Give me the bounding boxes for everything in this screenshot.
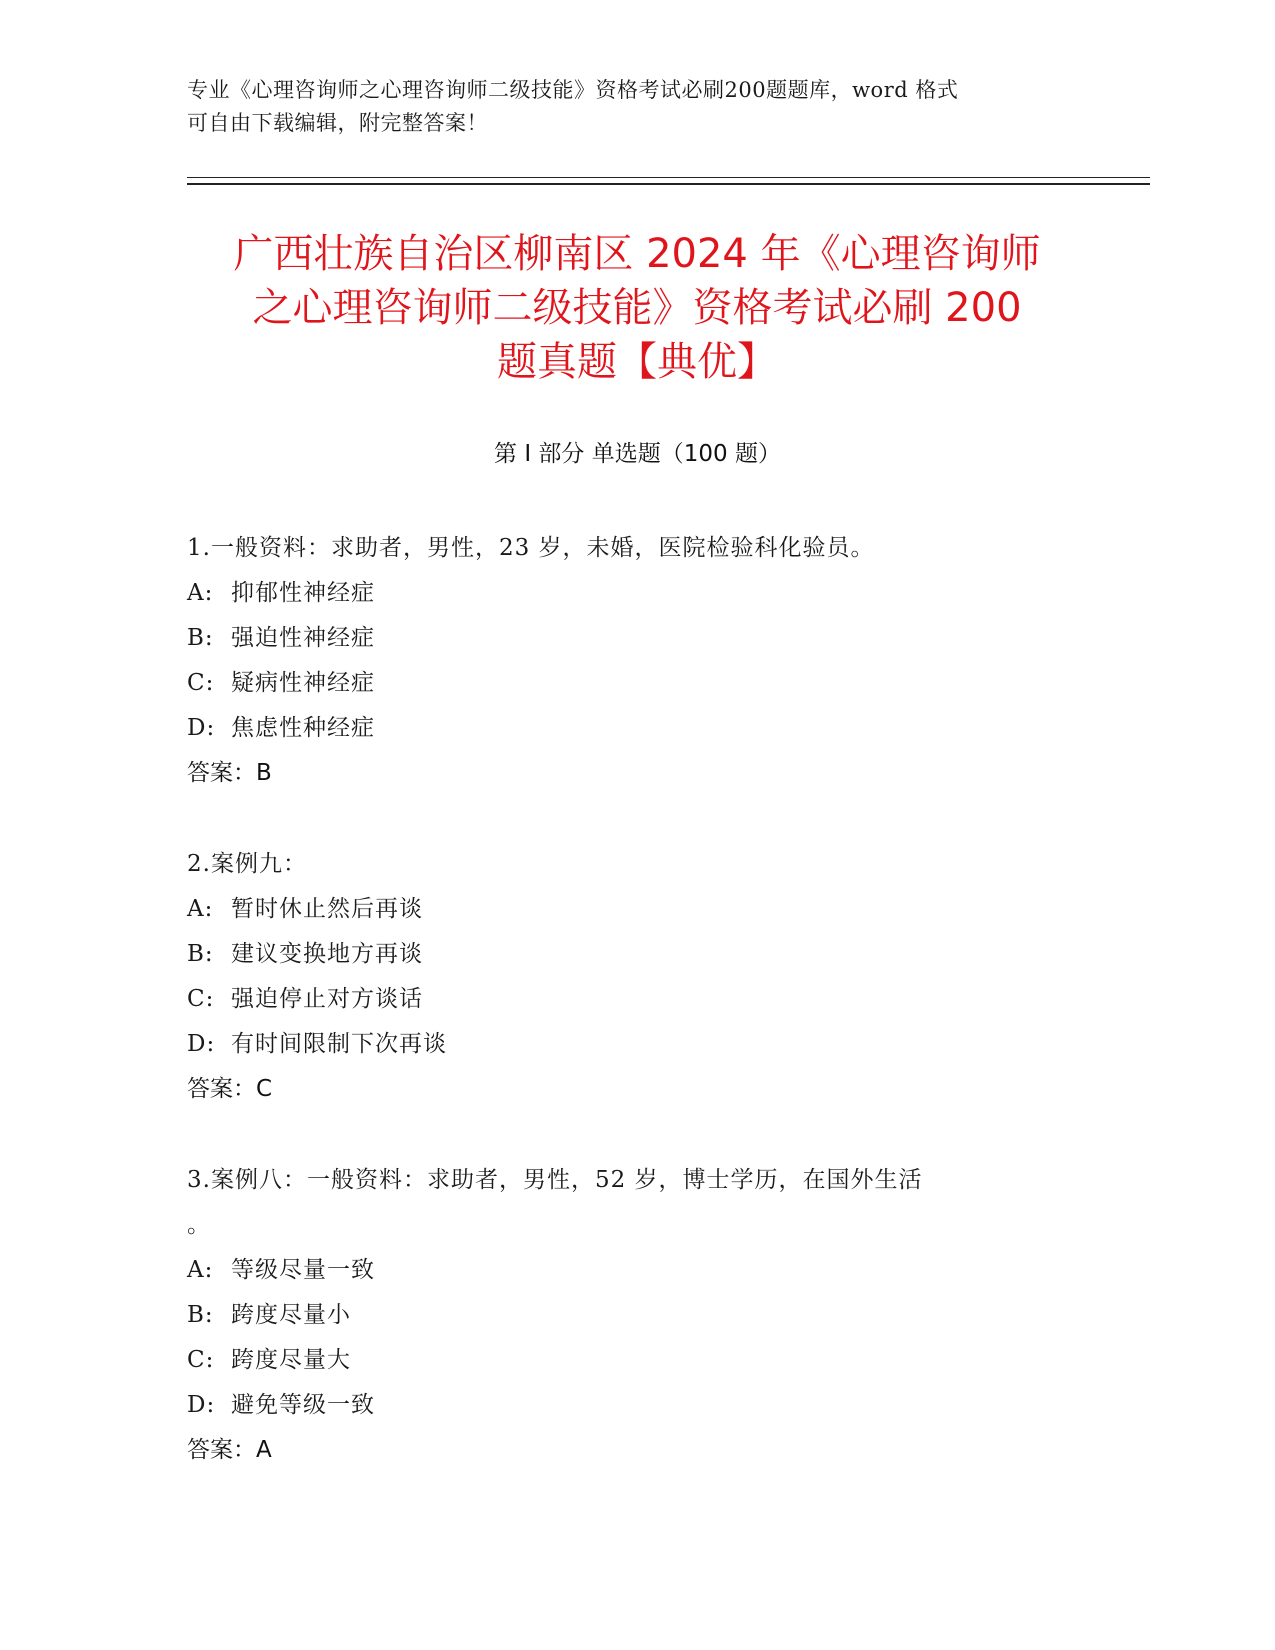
option-text: 疑病性神经症 bbox=[231, 670, 375, 696]
option-text: 抑郁性神经症 bbox=[231, 580, 375, 606]
question-stem: 1.一般资料：求助者，男性，23 岁，未婚，医院检验科化验员。 bbox=[187, 535, 875, 561]
option-text: 焦虑性种经症 bbox=[231, 715, 375, 741]
option-d bbox=[187, 1383, 1067, 1428]
option-a bbox=[187, 887, 1067, 932]
option-letter: A: bbox=[187, 896, 214, 922]
option-letter: D: bbox=[187, 1392, 216, 1418]
option-text: 跨度尽量大 bbox=[231, 1347, 351, 1373]
question-list bbox=[187, 526, 1067, 1519]
option-text: 强迫性神经症 bbox=[231, 625, 375, 651]
document-title bbox=[137, 227, 1137, 389]
option-text: 避免等级一致 bbox=[231, 1392, 375, 1418]
option-letter: C: bbox=[187, 670, 215, 696]
option-c bbox=[187, 977, 1067, 1022]
option-text: 建议变换地方再谈 bbox=[231, 941, 423, 967]
option-b bbox=[187, 932, 1067, 977]
option-b bbox=[187, 616, 1067, 661]
option-letter: C: bbox=[187, 1347, 215, 1373]
option-d bbox=[187, 1022, 1067, 1067]
option-letter: B: bbox=[187, 941, 214, 967]
section-title: 第 I 部分 单选题（100 题） bbox=[494, 441, 781, 467]
header-note bbox=[187, 74, 1067, 140]
question-stem: 3.案例八：一般资料：求助者，男性，52 岁，博士学历，在国外生活 bbox=[187, 1167, 923, 1193]
option-a bbox=[187, 571, 1067, 616]
option-text: 等级尽量一致 bbox=[231, 1257, 375, 1283]
question-2 bbox=[187, 842, 1067, 1112]
option-text: 跨度尽量小 bbox=[231, 1302, 351, 1328]
option-c bbox=[187, 1338, 1067, 1383]
question-3 bbox=[187, 1158, 1067, 1473]
document-title-line-1: 广西壮族自治区柳南区 2024 年《心理咨询师 bbox=[233, 231, 1041, 277]
option-letter: A: bbox=[187, 1257, 214, 1283]
option-letter: D: bbox=[187, 1031, 216, 1057]
option-letter: B: bbox=[187, 625, 214, 651]
option-c bbox=[187, 661, 1067, 706]
header-note-line-2: 可自由下载编辑，附完整答案！ bbox=[187, 111, 488, 135]
option-letter: C: bbox=[187, 986, 215, 1012]
option-text: 有时间限制下次再谈 bbox=[231, 1031, 447, 1057]
option-letter: A: bbox=[187, 580, 214, 606]
answer: 答案：B bbox=[187, 760, 272, 786]
header-rule-thick bbox=[187, 183, 1150, 185]
header-note-line-1: 专业《心理咨询师之心理咨询师二级技能》资格考试必刷200题题库，word 格式 bbox=[187, 78, 959, 102]
option-text: 强迫停止对方谈话 bbox=[231, 986, 423, 1012]
question-stem: 2.案例九： bbox=[187, 851, 307, 877]
option-a bbox=[187, 1248, 1067, 1293]
answer: 答案：A bbox=[187, 1437, 272, 1463]
option-letter: B: bbox=[187, 1302, 214, 1328]
option-b bbox=[187, 1293, 1067, 1338]
document-title-line-3: 题真题【典优】 bbox=[497, 339, 777, 385]
answer: 答案：C bbox=[187, 1076, 273, 1102]
question-1 bbox=[187, 526, 1067, 796]
header-rule-thin bbox=[187, 177, 1150, 178]
option-d bbox=[187, 706, 1067, 751]
option-text: 暂时休止然后再谈 bbox=[231, 896, 423, 922]
document-title-line-2: 之心理咨询师二级技能》资格考试必刷 200 bbox=[252, 285, 1022, 331]
question-stem-continued: 。 bbox=[187, 1212, 211, 1238]
option-letter: D: bbox=[187, 715, 216, 741]
